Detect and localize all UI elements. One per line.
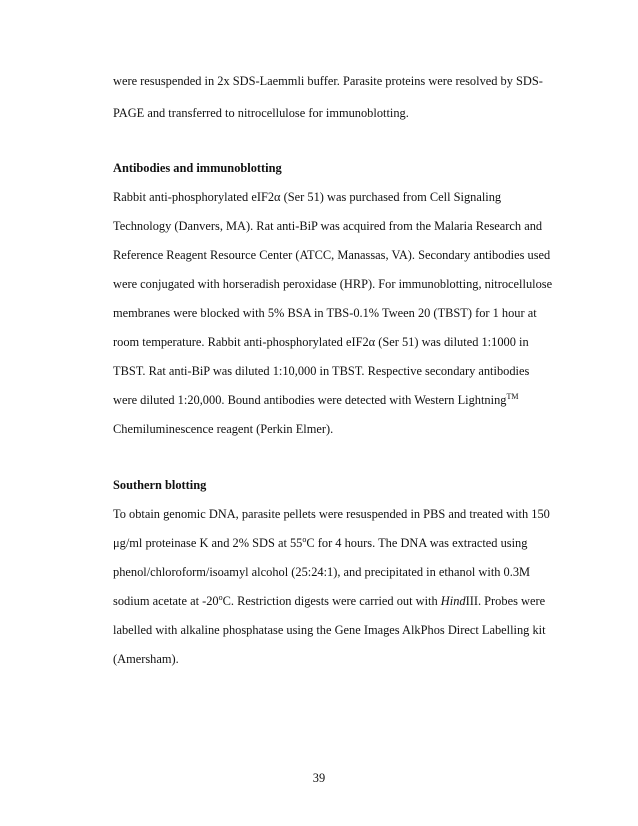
paragraph-line: Chemiluminescence reagent (Perkin Elmer).: [113, 422, 334, 436]
section-heading-antibodies: Antibodies and immunoblotting: [113, 161, 282, 175]
paragraph-line: Technology (Danvers, MA). Rat anti-BiP was acquired from the Malaria Research and: [113, 219, 543, 233]
section-heading-southern: Southern blotting: [113, 478, 207, 492]
line-text: μg/ml proteinase K and 2% SDS at 55: [113, 536, 303, 550]
degree-superscript: o: [218, 593, 223, 602]
paragraph-line: [113, 535, 573, 551]
paragraph-line: Reference Reagent Resource Center (ATCC, Manassas, VA). Secondary antibodies used: [113, 248, 551, 262]
line-text: sodium acetate at -20: [113, 594, 219, 608]
paragraph-line: room temperature. Rabbit anti-phosphorylated eIF2α (Ser 51) was diluted 1:1000 in: [113, 335, 529, 349]
line-text: C. Restriction digests were carried out with: [222, 594, 441, 608]
paragraph-line: (Amersham).: [113, 652, 179, 666]
paragraph-line: were resuspended in 2x SDS-Laemmli buffer. Parasite proteins were resolved by SDS-: [113, 74, 543, 88]
paragraph-line: labelled with alkaline phosphatase using the Gene Images AlkPhos Direct Labelling kit: [113, 623, 546, 637]
paragraph-line: [113, 593, 573, 609]
paragraph-line: were conjugated with horseradish peroxidase (HRP). For immunoblotting, nitrocellulose: [113, 277, 553, 291]
paragraph-line: [113, 392, 573, 408]
page-number: 39: [312, 771, 326, 785]
line-text: III. Probes were: [465, 594, 546, 608]
line-text: C for 4 hours. The DNA was extracted using: [306, 536, 528, 550]
paragraph-line: TBST. Rat anti-BiP was diluted 1:10,000 in TBST. Respective secondary antibodies: [113, 364, 530, 378]
degree-superscript: o: [302, 535, 307, 544]
trademark-superscript: TM: [506, 392, 519, 401]
paragraph-line: phenol/chloroform/isoamyl alcohol (25:24:1), and precipitated in ethanol with 0.3M: [113, 565, 531, 579]
paragraph-line: Rabbit anti-phosphorylated eIF2α (Ser 51) was purchased from Cell Signaling: [113, 190, 502, 204]
enzyme-name-italic: Hind: [440, 594, 466, 608]
paragraph-line: membranes were blocked with 5% BSA in TBS-0.1% Tween 20 (TBST) for 1 hour at: [113, 306, 537, 320]
paragraph-line: PAGE and transferred to nitrocellulose for immunoblotting.: [113, 106, 409, 120]
line-text: were diluted 1:20,000. Bound antibodies were detected with Western Lightning: [113, 393, 507, 407]
paragraph-line: To obtain genomic DNA, parasite pellets were resuspended in PBS and treated with 150: [113, 507, 550, 521]
